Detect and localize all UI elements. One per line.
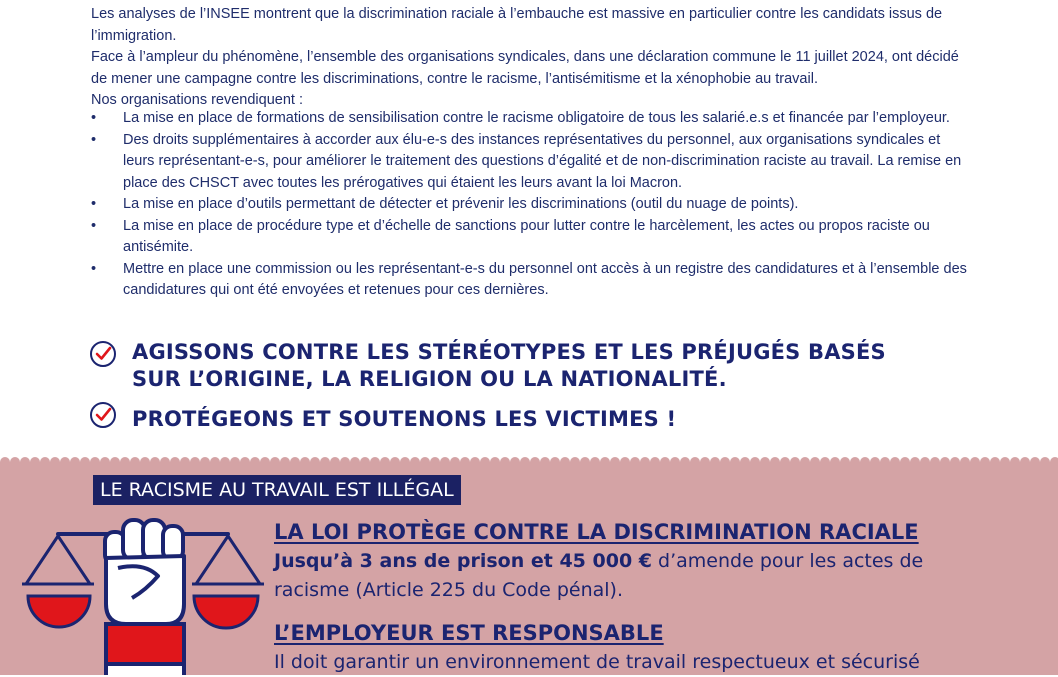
bullet-marker: •	[91, 260, 97, 277]
intro-paragraph-3: Nos organisations revendiquent :	[91, 92, 303, 108]
scalloped-edge	[0, 456, 1058, 468]
list-item: • La mise en place d’outils permettant de détecter et prévenir les discriminations (outil du nuage de points).	[91, 194, 971, 216]
list-item: • La mise en place de procédure type et d’échelle de sanctions pour lutter contre le harcèlement, les actes ou propos raciste ou antisémite.	[91, 217, 930, 255]
bullet-marker: •	[91, 217, 97, 234]
list-item: • La mise en place de formations de sensibilisation contre le racisme obligatoire de tous les salarié.e.s et financée par l’employeur.	[91, 108, 971, 130]
section-employer-title: L’EMPLOYEUR EST RESPONSABLE	[274, 621, 664, 645]
bullet-marker: •	[91, 131, 97, 148]
list-item: • Des droits supplémentaires à accorder aux élu-e-s des instances représentatives du personnel, aux organisations syndicales et leurs représentant-e-s, pour améliorer le traitement des questions d’égalité et de non-discrimination raciste au travail. La remise en place des CHSCT avec toutes les prérogatives qui étaient les leurs avant la loi Macron.	[91, 131, 962, 191]
intro-paragraph-2: Face à l’ampleur du phénomène, l’ensemble des organisations syndicales, dans une déclaration commune le 11 juillet 2024, ont décidé de mener une campagne contre les discriminations, contre le racisme, l’antisémitisme et la xénophobie au travail.	[91, 49, 959, 87]
section-employer-body: Il doit garantir un environnement de travail respectueux et sécurisé	[274, 651, 920, 673]
section-law-body: Jusqu’à 3 ans de prison et 45 000 € d’amende pour les actes de racisme (Article 225 du Code pénal).	[274, 550, 924, 601]
demands-list	[91, 108, 971, 302]
illegal-banner: LE RACISME AU TRAVAIL EST ILLÉGAL	[93, 475, 461, 505]
section-law-title: LA LOI PROTÈGE CONTRE LA DISCRIMINATION RACIALE	[274, 520, 919, 544]
intro-paragraph-1: Les analyses de l’INSEE montrent que la discrimination raciale à l’embauche est massive en particulier contre les candidats issus de l’immigration.	[91, 6, 943, 44]
intro-text	[91, 4, 971, 112]
bullet-marker: •	[91, 110, 97, 126]
headline-stereotypes: AGISSONS CONTRE LES STÉRÉOTYPES ET LES PRÉJUGÉS BASÉS SUR L’ORIGINE, LA RELIGION OU LA NATIONALITÉ.	[132, 340, 886, 391]
check-circle-icon	[89, 401, 117, 429]
bullet-marker: •	[91, 196, 97, 212]
penalty-highlight: Jusqu’à 3 ans de prison et 45 000 €	[274, 550, 653, 572]
check-circle-icon	[89, 340, 117, 368]
scales-of-justice-fist-icon	[18, 512, 268, 675]
headline-victims: PROTÉGEONS ET SOUTENONS LES VICTIMES !	[132, 407, 677, 431]
list-item: • Mettre en place une commission ou les représentant-e-s du personnel ont accès à un registre des candidatures et à l’ensemble des candidatures qui ont été envoyées et retenues pour ces dernières.	[91, 260, 967, 298]
